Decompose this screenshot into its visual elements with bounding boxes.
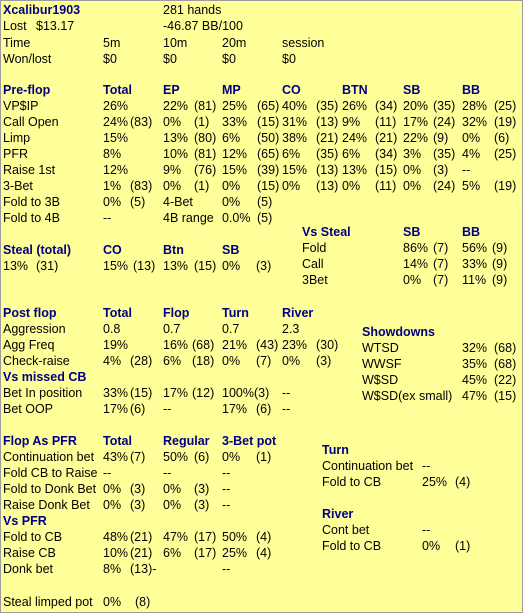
won-lost-cell: $0 (103, 52, 117, 66)
vs-pfr-cell: (21) (130, 546, 153, 560)
river-label: Fold to CB (322, 539, 382, 553)
postflop-cell: (28) (130, 354, 153, 368)
preflop-cell: 28% (462, 99, 488, 113)
river-title: River (322, 507, 354, 521)
preflop-cell: 38% (282, 131, 308, 145)
preflop-cell: 12% (103, 163, 129, 177)
vs-steal-cell: 14% (403, 257, 429, 271)
period-header: 10m (163, 36, 188, 50)
vs-pfr-cell: (4) (256, 546, 272, 560)
vs-pfr-cell: (13)- (130, 562, 157, 576)
preflop-cell: (5) (257, 211, 273, 225)
preflop-row-label: Call Open (3, 115, 59, 129)
postflop-cell: 2.3 (282, 322, 300, 336)
won-lost-cell: $0 (163, 52, 177, 66)
preflop-cell: (5) (130, 195, 146, 209)
preflop-cell: (15) (257, 115, 280, 129)
flop-pfr-cell: (7) (130, 450, 146, 464)
steal-header: SB (222, 243, 240, 257)
preflop-cell: (13) (316, 179, 339, 193)
period-header: session (282, 36, 325, 50)
preflop-row-label: Fold to 4B (3, 211, 60, 225)
vs-pfr-cell: 10% (103, 546, 129, 560)
showdown-label: W$SD (362, 373, 399, 387)
preflop-cell: 0% (282, 179, 301, 193)
postflop-cell: 0.8 (103, 322, 121, 336)
preflop-cell: 9% (163, 163, 182, 177)
postflop-header: River (282, 306, 314, 320)
preflop-cell: 1% (103, 179, 122, 193)
preflop-cell: (21) (375, 131, 398, 145)
flop-pfr-label: Fold CB to Raise (3, 466, 98, 480)
preflop-row-label: Fold to 3B (3, 195, 60, 209)
preflop-cell: 33% (222, 115, 248, 129)
vs-pfr-label: Donk bet (3, 562, 54, 576)
preflop-cell: 0% (403, 179, 422, 193)
vs-steal-cell: 86% (403, 241, 429, 255)
flop-pfr-cell: (3) (194, 482, 210, 496)
postflop-cell: 4% (103, 354, 122, 368)
preflop-cell: (83) (130, 115, 153, 129)
postflop-header: Turn (222, 306, 249, 320)
flop-pfr-cell: 0% (163, 498, 182, 512)
preflop-cell: (50) (257, 131, 280, 145)
flop-pfr-header: Regular (163, 434, 210, 448)
showdown-label: WWSF (362, 357, 402, 371)
steal-cell: 13% (163, 259, 189, 273)
vs-pfr-cell: 8% (103, 562, 122, 576)
preflop-column-header: SB (403, 83, 421, 97)
preflop-cell: 0% (342, 179, 361, 193)
vs-pfr-cell: (17) (194, 546, 217, 560)
steal-cell: (3) (256, 259, 272, 273)
steal-cell: (15) (194, 259, 217, 273)
preflop-cell: (80) (194, 131, 217, 145)
postflop-cell: (30) (316, 338, 339, 352)
postflop-cell: 0.7 (222, 322, 240, 336)
preflop-column-header: CO (282, 83, 301, 97)
preflop-cell: 6% (342, 147, 361, 161)
postflop-cell: 19% (103, 338, 129, 352)
missed-cb-cell: 33% (103, 386, 129, 400)
flop-pfr-cell: (3) (130, 498, 146, 512)
flop-pfr-cell: -- (222, 482, 231, 496)
period-header: Time (3, 36, 31, 50)
won-lost-cell: $0 (282, 52, 296, 66)
postflop-label: Aggression (3, 322, 66, 336)
preflop-cell: (25) (494, 147, 517, 161)
preflop-cell: 6% (222, 131, 241, 145)
missed-cb-cell: 17% (222, 402, 248, 416)
vs-steal-header: SB (403, 225, 421, 239)
preflop-cell: (11) (375, 115, 397, 129)
steal-title: Steal (total) (3, 243, 72, 257)
preflop-row-label: VP$IP (3, 99, 39, 113)
preflop-cell: 0% (103, 195, 122, 209)
showdown-count: (68) (494, 357, 517, 371)
preflop-cell: (19) (494, 115, 517, 129)
preflop-cell: 26% (342, 99, 368, 113)
turn-count: (4) (455, 475, 471, 489)
flop-pfr-header: Total (103, 434, 132, 448)
preflop-cell: 12% (222, 147, 248, 161)
preflop-cell: 15% (222, 163, 248, 177)
vs-steal-header: BB (462, 225, 481, 239)
missed-cb-cell: -- (282, 402, 291, 416)
vs-pfr-cell: 6% (163, 546, 182, 560)
preflop-cell: 0% (403, 163, 422, 177)
postflop-cell: 0% (222, 354, 241, 368)
preflop-row-label: Raise 1st (3, 163, 56, 177)
preflop-cell: 0% (222, 179, 241, 193)
postflop-header: Flop (163, 306, 190, 320)
preflop-cell: 26% (103, 99, 129, 113)
flop-pfr-label: Fold to Donk Bet (3, 482, 97, 496)
won-lost-cell: $0 (222, 52, 236, 66)
flop-pfr-cell: (3) (194, 498, 210, 512)
missed-cb-label: Bet OOP (3, 402, 54, 416)
vs-pfr-cell: 25% (222, 546, 248, 560)
vs-pfr-title: Vs PFR (3, 514, 47, 528)
preflop-cell: 4% (462, 147, 481, 161)
river-value: 0% (422, 539, 441, 553)
vs-steal-label: 3Bet (302, 273, 328, 287)
missed-cb-cell: 17% (163, 386, 189, 400)
preflop-cell: 31% (282, 115, 308, 129)
vs-pfr-cell: -- (222, 562, 231, 576)
postflop-cell: (3) (316, 354, 332, 368)
flop-pfr-cell: (3) (130, 482, 146, 496)
river-label: Cont bet (322, 523, 370, 537)
vs-steal-cell: 0% (403, 273, 422, 287)
preflop-cell: (1) (194, 115, 210, 129)
lost-amount: $13.17 (36, 19, 75, 33)
postflop-cell: (43) (256, 338, 279, 352)
river-count: (1) (455, 539, 471, 553)
preflop-cell: 24% (342, 131, 368, 145)
preflop-cell: (34) (375, 147, 398, 161)
vs-pfr-label: Fold to CB (3, 530, 63, 544)
preflop-row-label: 3-Bet (3, 179, 33, 193)
preflop-cell: (21) (316, 131, 339, 145)
showdown-count: (22) (494, 373, 517, 387)
preflop-cell: (81) (194, 147, 217, 161)
preflop-column-header: EP (163, 83, 180, 97)
steal-cell: (31) (36, 259, 59, 273)
river-value: -- (422, 523, 431, 537)
showdown-count: (68) (494, 341, 517, 355)
flop-pfr-cell: -- (163, 466, 172, 480)
preflop-cell: 6% (282, 147, 301, 161)
preflop-cell: (15) (375, 163, 398, 177)
vs-steal-cell: (7) (433, 241, 449, 255)
missed-cb-title: Vs missed CB (3, 370, 87, 384)
preflop-cell: (35) (433, 147, 456, 161)
flop-pfr-label: Continuation bet (3, 450, 95, 464)
preflop-cell: (13) (316, 115, 339, 129)
steal-limped-value: 0% (103, 595, 122, 609)
preflop-cell: 10% (163, 147, 189, 161)
preflop-cell: 0% (163, 115, 182, 129)
won-lost-cell: Won/lost (3, 52, 52, 66)
preflop-cell: 0% (462, 131, 481, 145)
flop-pfr-header: 3-Bet pot (222, 434, 277, 448)
missed-cb-cell: (12) (192, 386, 215, 400)
steal-cell: 0% (222, 259, 241, 273)
steal-limped-label: Steal limped pot (3, 595, 93, 609)
preflop-cell: 22% (403, 131, 429, 145)
postflop-cell: (68) (192, 338, 215, 352)
preflop-cell: (39) (257, 163, 280, 177)
preflop-cell: (76) (194, 163, 217, 177)
showdown-value: 45% (462, 373, 488, 387)
vs-pfr-cell: (21) (130, 530, 153, 544)
postflop-cell: 16% (163, 338, 189, 352)
preflop-cell: (81) (194, 99, 217, 113)
postflop-label: Check-raise (3, 354, 70, 368)
turn-value: -- (422, 459, 431, 473)
preflop-cell: 0% (222, 195, 241, 209)
postflop-title: Post flop (3, 306, 57, 320)
steal-header: Btn (163, 243, 184, 257)
preflop-cell: 15% (282, 163, 308, 177)
preflop-cell: (35) (433, 99, 456, 113)
preflop-cell: 13% (342, 163, 368, 177)
preflop-cell: 40% (282, 99, 308, 113)
preflop-cell: 32% (462, 115, 488, 129)
postflop-cell: (18) (192, 354, 215, 368)
preflop-cell: 13% (163, 131, 189, 145)
showdown-value: 35% (462, 357, 488, 371)
missed-cb-label: Bet In position (3, 386, 83, 400)
preflop-column-header: BTN (342, 83, 368, 97)
flop-pfr-cell: 0% (222, 450, 241, 464)
vs-steal-cell: (7) (433, 273, 449, 287)
preflop-cell: (35) (316, 99, 339, 113)
preflop-cell: (35) (316, 147, 339, 161)
flop-pfr-cell: 43% (103, 450, 129, 464)
vs-steal-cell: (9) (492, 241, 508, 255)
steal-cell: 15% (103, 259, 129, 273)
preflop-cell: -- (462, 163, 471, 177)
postflop-cell: (7) (256, 354, 272, 368)
steal-cell: 13% (3, 259, 29, 273)
postflop-cell: 6% (163, 354, 182, 368)
vs-steal-label: Fold (302, 241, 327, 255)
preflop-cell: (25) (494, 99, 517, 113)
showdown-label: W$SD(ex small) (362, 389, 453, 403)
preflop-cell: 20% (403, 99, 429, 113)
preflop-title: Pre-flop (3, 83, 51, 97)
preflop-row-label: PFR (3, 147, 28, 161)
vs-pfr-cell: 50% (222, 530, 248, 544)
preflop-cell: 9% (342, 115, 361, 129)
preflop-cell: (65) (257, 147, 280, 161)
preflop-cell: 15% (103, 131, 129, 145)
missed-cb-cell: -- (163, 402, 172, 416)
vs-pfr-cell: (4) (256, 530, 272, 544)
flop-pfr-label: Raise Donk Bet (3, 498, 90, 512)
preflop-cell: 5% (462, 179, 481, 193)
preflop-cell: (5) (257, 195, 273, 209)
turn-value: 25% (422, 475, 448, 489)
vs-steal-label: Call (302, 257, 324, 271)
player-name: Xcalibur1903 (3, 3, 81, 17)
showdown-value: 32% (462, 341, 488, 355)
vs-steal-title: Vs Steal (302, 225, 351, 239)
vs-steal-cell: (7) (433, 257, 449, 271)
preflop-cell: 3% (403, 147, 422, 161)
period-header: 5m (103, 36, 121, 50)
preflop-row-label: Limp (3, 131, 31, 145)
flop-pfr-cell: -- (222, 498, 231, 512)
turn-label: Continuation bet (322, 459, 414, 473)
steal-cell: (13) (133, 259, 156, 273)
showdowns-title: Showdowns (362, 325, 435, 339)
turn-title: Turn (322, 443, 349, 457)
flop-pfr-cell: (6) (194, 450, 210, 464)
preflop-cell: -- (103, 211, 112, 225)
vs-pfr-cell: 48% (103, 530, 129, 544)
preflop-cell: (1) (194, 179, 210, 193)
turn-label: Fold to CB (322, 475, 382, 489)
showdown-label: WTSD (362, 341, 399, 355)
postflop-cell: 23% (282, 338, 308, 352)
vs-steal-cell: 11% (462, 273, 487, 287)
vs-steal-cell: 56% (462, 241, 488, 255)
vs-steal-cell: (9) (492, 273, 508, 287)
missed-cb-cell: (15) (130, 386, 153, 400)
preflop-cell: (19) (494, 179, 517, 193)
missed-cb-cell: (6) (130, 402, 146, 416)
vs-pfr-cell: (17) (194, 530, 217, 544)
lost-label: Lost (3, 19, 27, 33)
flop-pfr-cell: 0% (103, 482, 122, 496)
missed-cb-cell: 17% (103, 402, 129, 416)
bb-per-100: -46.87 BB/100 (163, 19, 243, 33)
preflop-cell: 22% (163, 99, 189, 113)
preflop-cell: 4-Bet (163, 195, 193, 209)
preflop-cell: (11) (375, 179, 397, 193)
preflop-cell: (13) (316, 163, 339, 177)
preflop-cell: 25% (222, 99, 248, 113)
flop-pfr-cell: -- (222, 466, 231, 480)
steal-header: CO (103, 243, 122, 257)
vs-steal-cell: (9) (492, 257, 508, 271)
preflop-cell: (6) (494, 131, 510, 145)
vs-steal-cell: 33% (462, 257, 488, 271)
preflop-cell: 24% (103, 115, 129, 129)
steal-limped-count: (8) (135, 595, 151, 609)
flop-pfr-cell: (1) (256, 450, 272, 464)
vs-pfr-label: Raise CB (3, 546, 56, 560)
missed-cb-cell: 100%(3) (222, 386, 270, 400)
preflop-cell: 0.0% (222, 211, 251, 225)
flop-pfr-cell: 0% (163, 482, 182, 496)
preflop-cell: (83) (130, 179, 153, 193)
flop-pfr-cell: 0% (103, 498, 122, 512)
preflop-cell: (3) (433, 163, 449, 177)
hand-count: 281 hands (163, 3, 222, 17)
period-header: 20m (222, 36, 247, 50)
missed-cb-cell: -- (282, 386, 291, 400)
flop-pfr-cell: -- (103, 466, 112, 480)
showdown-count: (15) (494, 389, 517, 403)
flop-pfr-cell: 50% (163, 450, 189, 464)
preflop-cell: 8% (103, 147, 122, 161)
vs-pfr-cell: 47% (163, 530, 189, 544)
flop-pfr-title: Flop As PFR (3, 434, 77, 448)
preflop-column-header: Total (103, 83, 132, 97)
preflop-cell: (9) (433, 131, 449, 145)
missed-cb-cell: (6) (256, 402, 272, 416)
preflop-column-header: BB (462, 83, 481, 97)
preflop-cell: (24) (433, 115, 456, 129)
preflop-cell: (65) (257, 99, 280, 113)
preflop-cell: (15) (257, 179, 280, 193)
postflop-header: Total (103, 306, 132, 320)
preflop-cell: (34) (375, 99, 398, 113)
showdown-value: 47% (462, 389, 488, 403)
preflop-cell: 0% (163, 179, 182, 193)
preflop-cell: (24) (433, 179, 456, 193)
preflop-cell: 17% (403, 115, 429, 129)
preflop-cell: 4B range (163, 211, 214, 225)
preflop-column-header: MP (222, 83, 241, 97)
postflop-label: Agg Freq (3, 338, 55, 352)
postflop-cell: 21% (222, 338, 248, 352)
postflop-cell: 0.7 (163, 322, 181, 336)
postflop-cell: 0% (282, 354, 301, 368)
